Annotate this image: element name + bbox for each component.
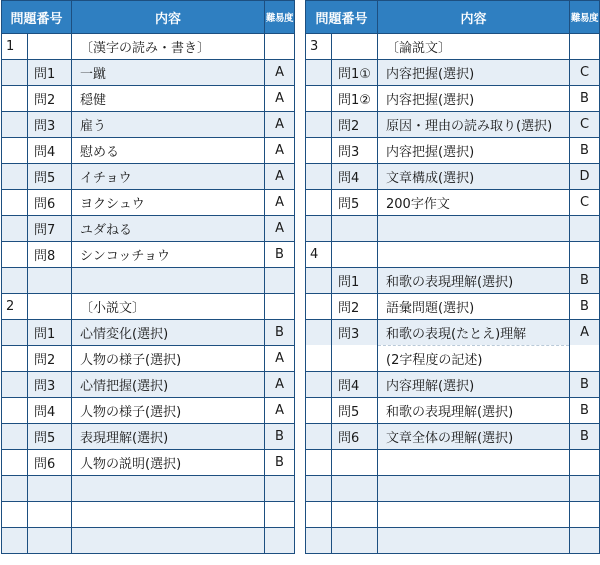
table-row (2, 424, 295, 450)
content-cell: 慰める (72, 138, 265, 164)
content-cell: 和歌の表現(たとえ)理解 (378, 320, 570, 346)
header-difficulty: 難易度 (265, 1, 295, 34)
header-content: 内容 (378, 1, 570, 34)
content-cell (378, 502, 570, 528)
question-number-cell (2, 424, 28, 450)
content-cell: 200字作文 (378, 190, 570, 216)
question-number-cell (2, 216, 28, 242)
content-cell: 穏健 (72, 86, 265, 112)
sub-question-cell (332, 34, 378, 60)
question-number-cell (2, 320, 28, 346)
question-number-cell: 3 (306, 34, 332, 60)
sub-question-cell: 問2 (332, 112, 378, 138)
content-cell (378, 216, 570, 242)
content-cell: 心情変化(選択) (72, 320, 265, 346)
header-difficulty: 難易度 (570, 1, 600, 34)
sub-question-cell (332, 242, 378, 268)
difficulty-cell (570, 216, 600, 242)
question-number-cell (306, 502, 332, 528)
question-number-cell (306, 86, 332, 112)
table-row (306, 398, 600, 424)
sub-question-cell (28, 294, 72, 320)
content-cell: 心情把握(選択) (72, 372, 265, 398)
question-table-left (1, 0, 295, 554)
content-cell: 内容把握(選択) (378, 138, 570, 164)
content-cell: 語彙問題(選択) (378, 294, 570, 320)
table-row (306, 164, 600, 190)
difficulty-cell (265, 294, 295, 320)
difficulty-cell: B (570, 424, 600, 450)
content-cell: 人物の様子(選択) (72, 398, 265, 424)
sub-question-cell (28, 34, 72, 60)
sub-question-cell: 問3 (332, 320, 378, 346)
content-cell: 一蹴 (72, 60, 265, 86)
content-cell: 〔漢字の読み・書き〕 (72, 34, 265, 60)
question-number-cell (2, 86, 28, 112)
difficulty-cell (570, 346, 600, 372)
table-row (306, 528, 600, 554)
table-row (2, 112, 295, 138)
table-row (2, 164, 295, 190)
question-table-right (305, 0, 600, 554)
table-row (306, 502, 600, 528)
sub-question-cell: 問2 (28, 86, 72, 112)
difficulty-cell (265, 268, 295, 294)
sub-question-cell (28, 502, 72, 528)
table-row (306, 190, 600, 216)
question-number-cell (2, 138, 28, 164)
sub-question-cell (332, 528, 378, 554)
question-number-cell (306, 164, 332, 190)
question-number-cell (2, 476, 28, 502)
difficulty-cell: B (265, 242, 295, 268)
table-row (2, 320, 295, 346)
difficulty-cell (265, 476, 295, 502)
question-number-cell (306, 268, 332, 294)
content-cell: 文章全体の理解(選択) (378, 424, 570, 450)
sub-question-cell: 問3 (332, 138, 378, 164)
sub-question-cell: 問8 (28, 242, 72, 268)
difficulty-cell (570, 476, 600, 502)
sub-question-cell (332, 346, 378, 372)
content-cell: 表現理解(選択) (72, 424, 265, 450)
difficulty-cell: D (570, 164, 600, 190)
question-number-cell (2, 528, 28, 554)
difficulty-cell: A (265, 164, 295, 190)
content-cell: ユダねる (72, 216, 265, 242)
question-number-cell (306, 476, 332, 502)
sub-question-cell: 問5 (28, 164, 72, 190)
content-cell: 〔論説文〕 (378, 34, 570, 60)
difficulty-cell: C (570, 112, 600, 138)
difficulty-cell: A (265, 60, 295, 86)
table-row (2, 190, 295, 216)
table-row (306, 112, 600, 138)
difficulty-cell: A (570, 320, 600, 346)
content-cell: (2字程度の記述) (378, 346, 570, 372)
sub-question-cell: 問2 (332, 294, 378, 320)
table-row (2, 86, 295, 112)
sub-question-cell: 問3 (28, 112, 72, 138)
content-cell: 〔小説文〕 (72, 294, 265, 320)
content-cell: 原因・理由の読み取り(選択) (378, 112, 570, 138)
sub-question-cell (332, 216, 378, 242)
question-number-cell: 4 (306, 242, 332, 268)
question-number-cell (2, 112, 28, 138)
question-number-cell (306, 398, 332, 424)
sub-question-cell: 問4 (28, 398, 72, 424)
difficulty-cell: B (265, 450, 295, 476)
difficulty-cell (265, 502, 295, 528)
content-cell: 和歌の表現理解(選択) (378, 268, 570, 294)
question-number-cell (306, 372, 332, 398)
table-row (306, 424, 600, 450)
sub-question-cell: 問6 (28, 450, 72, 476)
difficulty-cell: A (265, 138, 295, 164)
table-row (2, 216, 295, 242)
question-number-cell (2, 190, 28, 216)
table-row (2, 346, 295, 372)
sub-question-cell (332, 476, 378, 502)
question-number-cell (306, 138, 332, 164)
content-cell: 雇う (72, 112, 265, 138)
question-number-cell (306, 190, 332, 216)
question-number-cell (306, 112, 332, 138)
difficulty-cell (570, 528, 600, 554)
sub-question-cell: 問4 (28, 138, 72, 164)
difficulty-cell: B (265, 424, 295, 450)
question-number-cell (2, 502, 28, 528)
sub-question-cell: 問6 (332, 424, 378, 450)
header-question-number: 問題番号 (2, 1, 72, 34)
question-number-cell: 1 (2, 34, 28, 60)
content-cell (378, 528, 570, 554)
question-number-cell (2, 450, 28, 476)
difficulty-cell (570, 242, 600, 268)
content-cell: シンコッチョウ (72, 242, 265, 268)
content-cell (378, 242, 570, 268)
table-row (306, 476, 600, 502)
difficulty-cell: B (570, 372, 600, 398)
question-number-cell (306, 450, 332, 476)
difficulty-cell: C (570, 60, 600, 86)
header-row (2, 1, 295, 34)
sub-question-cell: 問1② (332, 86, 378, 112)
sub-question-cell: 問5 (332, 190, 378, 216)
content-cell (378, 476, 570, 502)
table-row (2, 372, 295, 398)
difficulty-cell: A (265, 190, 295, 216)
content-cell: ヨクシュウ (72, 190, 265, 216)
question-number-cell (306, 320, 332, 346)
difficulty-cell: C (570, 190, 600, 216)
sub-question-cell: 問5 (28, 424, 72, 450)
difficulty-cell: B (570, 398, 600, 424)
content-cell: 人物の様子(選択) (72, 346, 265, 372)
question-number-cell: 2 (2, 294, 28, 320)
difficulty-cell (265, 528, 295, 554)
table-row (306, 138, 600, 164)
content-cell (72, 502, 265, 528)
sub-question-cell (28, 476, 72, 502)
sub-question-cell: 問4 (332, 164, 378, 190)
table-row (306, 86, 600, 112)
difficulty-cell: A (265, 398, 295, 424)
table-row (2, 450, 295, 476)
sub-question-cell (28, 528, 72, 554)
difficulty-cell: A (265, 346, 295, 372)
question-number-cell (2, 346, 28, 372)
question-number-cell (306, 294, 332, 320)
table-row (2, 138, 295, 164)
table-row (306, 450, 600, 476)
content-cell: 内容把握(選択) (378, 60, 570, 86)
difficulty-cell: A (265, 86, 295, 112)
content-cell: 和歌の表現理解(選択) (378, 398, 570, 424)
content-cell (378, 450, 570, 476)
sub-question-cell: 問5 (332, 398, 378, 424)
difficulty-cell: B (570, 268, 600, 294)
difficulty-cell (570, 450, 600, 476)
content-cell: 内容理解(選択) (378, 372, 570, 398)
table-row (2, 294, 295, 320)
question-number-cell (2, 398, 28, 424)
sub-question-cell: 問1① (332, 60, 378, 86)
question-number-cell (306, 528, 332, 554)
header-question-number: 問題番号 (306, 1, 378, 34)
table-row (306, 294, 600, 320)
table-row (2, 528, 295, 554)
content-cell (72, 476, 265, 502)
content-cell: イチョウ (72, 164, 265, 190)
content-cell: 文章構成(選択) (378, 164, 570, 190)
header-row (306, 1, 600, 34)
content-cell (72, 528, 265, 554)
table-row (2, 34, 295, 60)
sub-question-cell: 問1 (332, 268, 378, 294)
sub-question-cell: 問7 (28, 216, 72, 242)
difficulty-cell: A (265, 112, 295, 138)
sub-question-cell (332, 502, 378, 528)
question-number-cell (306, 216, 332, 242)
difficulty-cell: B (570, 294, 600, 320)
difficulty-cell: A (265, 372, 295, 398)
table-row (2, 242, 295, 268)
sub-question-cell: 問3 (28, 372, 72, 398)
table-row (306, 372, 600, 398)
table-row (2, 476, 295, 502)
sub-question-cell: 問2 (28, 346, 72, 372)
question-number-cell (306, 424, 332, 450)
content-cell: 人物の説明(選択) (72, 450, 265, 476)
sub-question-cell (28, 268, 72, 294)
content-cell (72, 268, 265, 294)
sub-question-cell: 問1 (28, 60, 72, 86)
question-number-cell (306, 60, 332, 86)
sub-question-cell: 問1 (28, 320, 72, 346)
difficulty-cell (570, 34, 600, 60)
difficulty-cell: B (570, 86, 600, 112)
question-number-cell (2, 242, 28, 268)
table-row (306, 216, 600, 242)
question-number-cell (2, 60, 28, 86)
table-row (306, 320, 600, 346)
question-number-cell (2, 268, 28, 294)
table-row (2, 502, 295, 528)
content-cell: 内容把握(選択) (378, 86, 570, 112)
difficulty-cell: A (265, 216, 295, 242)
sub-question-cell (332, 450, 378, 476)
sub-question-cell: 問6 (28, 190, 72, 216)
question-number-cell (2, 164, 28, 190)
table-row (2, 268, 295, 294)
table-row (306, 242, 600, 268)
difficulty-cell: B (570, 138, 600, 164)
difficulty-cell (570, 502, 600, 528)
question-number-cell (2, 372, 28, 398)
table-row (306, 346, 600, 372)
table-row (306, 34, 600, 60)
table-row (2, 398, 295, 424)
table-row (306, 60, 600, 86)
sub-question-cell: 問4 (332, 372, 378, 398)
header-content: 内容 (72, 1, 265, 34)
difficulty-cell (265, 34, 295, 60)
table-row (306, 268, 600, 294)
table-row (2, 60, 295, 86)
question-number-cell (306, 346, 332, 372)
difficulty-cell: B (265, 320, 295, 346)
